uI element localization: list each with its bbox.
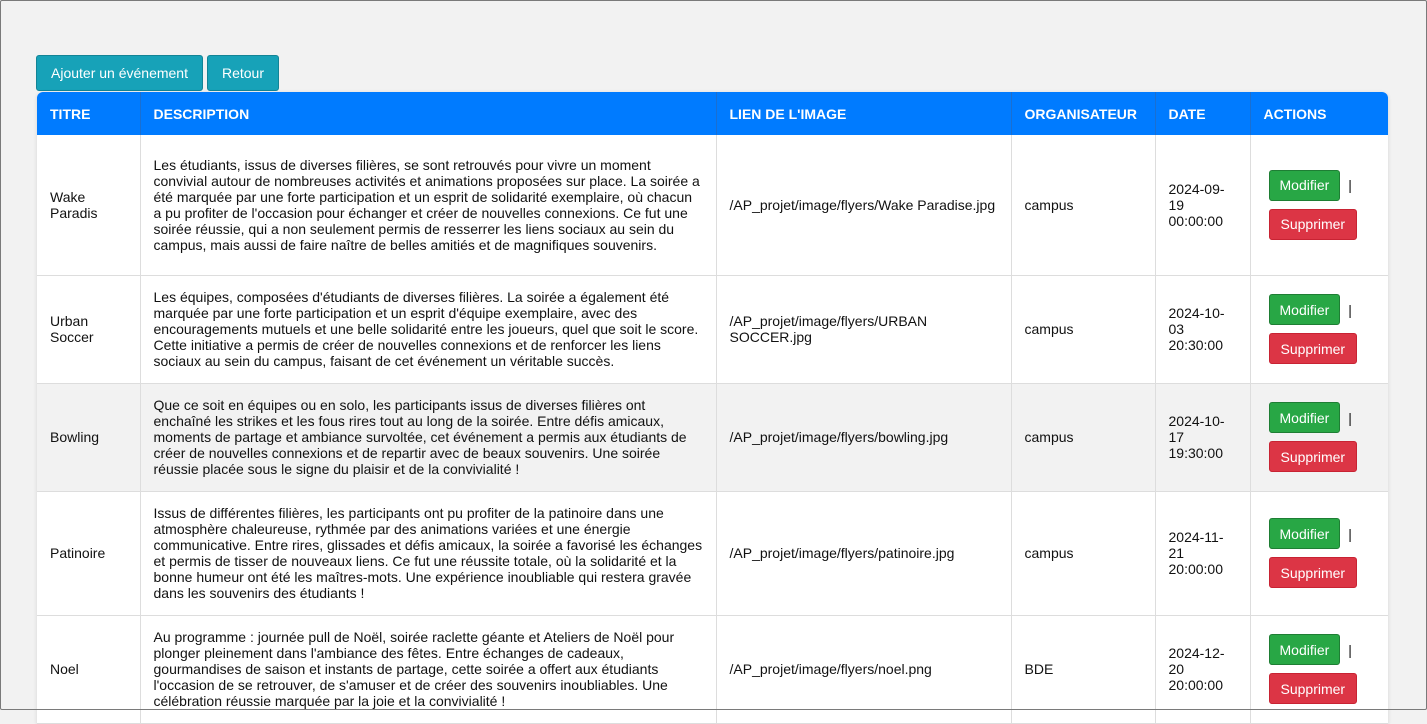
cell-organisateur: campus bbox=[1011, 491, 1155, 615]
cell-titre: Wake Paradis bbox=[37, 135, 140, 275]
cell-organisateur: campus bbox=[1011, 135, 1155, 275]
header-actions: ACTIONS bbox=[1250, 92, 1388, 135]
table-row bbox=[37, 491, 1388, 615]
table-header-row bbox=[37, 92, 1388, 135]
delete-button[interactable]: Supprimer bbox=[1269, 333, 1358, 364]
delete-button[interactable]: Supprimer bbox=[1269, 557, 1358, 588]
table-row bbox=[37, 275, 1388, 383]
back-button[interactable]: Retour bbox=[207, 55, 279, 91]
modify-button[interactable]: Modifier bbox=[1269, 294, 1341, 325]
cell-image-link: /AP_projet/image/flyers/Wake Paradise.jpg bbox=[716, 135, 1011, 275]
header-organisateur: ORGANISATEUR bbox=[1011, 92, 1155, 135]
modify-button[interactable]: Modifier bbox=[1269, 634, 1341, 665]
cell-description: Que ce soit en équipes ou en solo, les participants issus de diverses filières ont enchaîné les strikes et les fous rires tout au long de la soirée. Entre défis amicaux, moments de partage et ambiance survoltée, cet événement a permis aux étudiants de créer de nouvelles connexions et de repartir avec de beaux souvenirs. Une soirée réussie placée sous le signe du plaisir et de la convivialité ! bbox=[140, 383, 716, 491]
cell-organisateur: campus bbox=[1011, 275, 1155, 383]
modify-button[interactable]: Modifier bbox=[1269, 170, 1341, 201]
cell-date: 2024-11-21 20:00:00 bbox=[1155, 491, 1250, 615]
cell-organisateur: campus bbox=[1011, 383, 1155, 491]
add-event-button[interactable]: Ajouter un événement bbox=[36, 55, 203, 91]
action-separator: | bbox=[1348, 409, 1352, 426]
delete-button[interactable]: Supprimer bbox=[1269, 209, 1358, 240]
cell-image-link: /AP_projet/image/flyers/bowling.jpg bbox=[716, 383, 1011, 491]
header-image-link: LIEN DE L'IMAGE bbox=[716, 92, 1011, 135]
cell-titre: Noel bbox=[37, 615, 140, 723]
action-separator: | bbox=[1348, 641, 1352, 658]
delete-button[interactable]: Supprimer bbox=[1269, 441, 1358, 472]
cell-actions bbox=[1250, 491, 1388, 615]
header-date: DATE bbox=[1155, 92, 1250, 135]
cell-description: Les étudiants, issus de diverses filières, se sont retrouvés pour vivre un moment convivial autour de nombreuses activités et animations proposées sur place. La soirée a été marquée par une forte participation et un esprit de solidarité exemplaire, où chacun a pu profiter de l'occasion pour échanger et créer de nouvelles connexions. Ce fut une soirée réussie, qui a non seulement permis de resserrer les liens sociaux au sein du campus, mais aussi de faire naître de belles amitiés et de magnifiques souvenirs. bbox=[140, 135, 716, 275]
cell-date: 2024-12-20 20:00:00 bbox=[1155, 615, 1250, 723]
cell-titre: Urban Soccer bbox=[37, 275, 140, 383]
table-row bbox=[37, 135, 1388, 275]
cell-date: 2024-10-03 20:30:00 bbox=[1155, 275, 1250, 383]
action-separator: | bbox=[1348, 525, 1352, 542]
cell-description: Issus de différentes filières, les participants ont pu profiter de la patinoire dans une atmosphère chaleureuse, rythmée par des animations variées et une énergie communicative. Entre rires, glissades et défis amicaux, la soirée a favorisé les échanges et permis de tisser de nouveaux liens. Ce fut une réussite totale, où la solidarité et la bonne humeur ont été les maîtres-mots. Une expérience inoubliable qui restera gravée dans les souvenirs des étudiants ! bbox=[140, 491, 716, 615]
cell-image-link: /AP_projet/image/flyers/patinoire.jpg bbox=[716, 491, 1011, 615]
header-titre: TITRE bbox=[37, 92, 140, 135]
table-row bbox=[37, 383, 1388, 491]
cell-actions bbox=[1250, 275, 1388, 383]
action-separator: | bbox=[1348, 177, 1352, 194]
toolbar bbox=[36, 55, 279, 91]
cell-date: 2024-09-19 00:00:00 bbox=[1155, 135, 1250, 275]
header-description: DESCRIPTION bbox=[140, 92, 716, 135]
cell-organisateur: BDE bbox=[1011, 615, 1155, 723]
cell-actions bbox=[1250, 383, 1388, 491]
cell-actions bbox=[1250, 615, 1388, 723]
delete-button[interactable]: Supprimer bbox=[1269, 673, 1358, 704]
events-table bbox=[37, 92, 1388, 724]
cell-description: Au programme : journée pull de Noël, soirée raclette géante et Ateliers de Noël pour plonger pleinement dans l'ambiance des fêtes. Entre échanges de cadeaux, gourmandises de saison et instants de partage, cette soirée a offert aux étudiants l'occasion de se retrouver, de s'amuser et de créer des souvenirs inoubliables. Une célébration réussie marquée par la joie et la convivialité ! bbox=[140, 615, 716, 723]
events-table-container bbox=[37, 92, 1388, 724]
cell-image-link: /AP_projet/image/flyers/noel.png bbox=[716, 615, 1011, 723]
cell-titre: Patinoire bbox=[37, 491, 140, 615]
cell-date: 2024-10-17 19:30:00 bbox=[1155, 383, 1250, 491]
cell-description: Les équipes, composées d'étudiants de diverses filières. La soirée a également été marquée par une forte participation et un esprit d'équipe exemplaire, avec des encouragements mutuels et une belle solidarité entre les joueurs, quel que soit le score. Cette initiative a permis de créer de nouvelles connexions et de renforcer les liens sociaux au sein du campus, faisant de cet événement un véritable succès. bbox=[140, 275, 716, 383]
cell-titre: Bowling bbox=[37, 383, 140, 491]
modify-button[interactable]: Modifier bbox=[1269, 518, 1341, 549]
table-row bbox=[37, 615, 1388, 723]
cell-actions bbox=[1250, 135, 1388, 275]
action-separator: | bbox=[1348, 301, 1352, 318]
cell-image-link: /AP_projet/image/flyers/URBAN SOCCER.jpg bbox=[716, 275, 1011, 383]
modify-button[interactable]: Modifier bbox=[1269, 402, 1341, 433]
